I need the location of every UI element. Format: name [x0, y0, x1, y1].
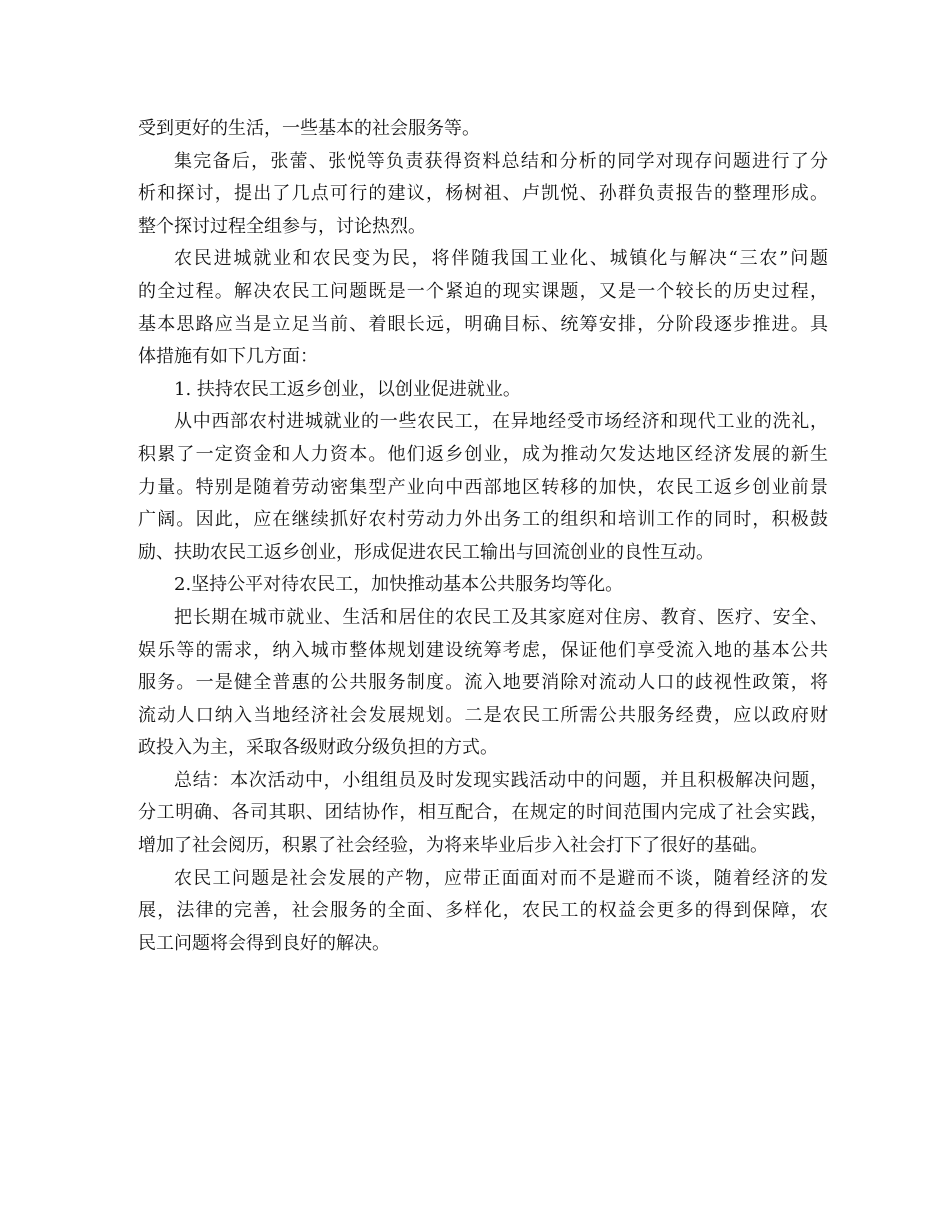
- text-line: 政投入为主，采取各级财政分级负担的方式。: [138, 737, 498, 759]
- text-line: 力量。特别是随着劳动密集型产业向中西部地区转移的加快，农民工返乡创业前景: [138, 476, 828, 498]
- document-body: [138, 113, 828, 960]
- text-line: 基本思路应当是立足当前、着眼长远，明确目标、统筹安排，分阶段逐步推进。具: [138, 313, 828, 335]
- text-line: 整个探讨过程全组参与，讨论热烈。: [138, 215, 426, 237]
- text-line: 体措施有如下几方面：: [138, 346, 318, 368]
- text-line: 增加了社会阅历，积累了社会经验，为将来毕业后步入社会打下了很好的基础。: [138, 835, 768, 857]
- text-line: 把长期在城市就业、生活和居住的农民工及其家庭对住房、教育、医疗、安全、: [174, 606, 828, 628]
- text-line: 娱乐等的需求，纳入城市整体规划建设统筹考虑，保证他们享受流入地的基本公共: [138, 639, 828, 661]
- text-line: 分工明确、各司其职、团结协作，相互配合，在规定的时间范围内完成了社会实践，: [138, 802, 828, 824]
- text-line: 受到更好的生活，一些基本的社会服务等。: [138, 118, 480, 139]
- text-line: 农民工问题是社会发展的产物，应带正面面对而不是避而不谈，随着经济的发: [174, 867, 828, 889]
- text-line: 从中西部农村进城就业的一些农民工，在异地经受市场经济和现代工业的洗礼，: [174, 411, 828, 433]
- text-line: 展，法律的完善，社会服务的全面、多样化，农民工的权益会更多的得到保障，农: [138, 900, 828, 922]
- text-line: 集完备后，张蕾、张悦等负责获得资料总结和分析的同学对现存问题进行了分: [174, 150, 828, 172]
- text-line: 析和探讨，提出了几点可行的建议，杨树祖、卢凯悦、孙群负责报告的整理形成。: [138, 183, 828, 205]
- text-line: 2.坚持公平对待农民工，加快推动基本公共服务均等化。: [174, 574, 624, 596]
- text-line: 1. 扶持农民工返乡创业，以创业促进就业。: [174, 378, 521, 400]
- text-line: 服务。一是健全普惠的公共服务制度。流入地要消除对流动人口的歧视性政策，将: [138, 672, 828, 694]
- text-line: 农民进城就业和农民变为民，将伴随我国工业化、城镇化与解决“三农”问题: [174, 248, 828, 270]
- text-line: 总结：本次活动中，小组组员及时发现实践活动中的问题，并且积极解决问题，: [174, 769, 828, 791]
- text-line: 广阔。因此，应在继续抓好农村劳动力外出务工的组织和培训工作的同时，积极鼓: [138, 509, 828, 531]
- text-line: 流动人口纳入当地经济社会发展规划。二是农民工所需公共服务经费，应以政府财: [138, 704, 828, 726]
- text-line: 积累了一定资金和人力资本。他们返乡创业，成为推动欠发达地区经济发展的新生: [138, 443, 828, 465]
- text-line: 的全过程。解决农民工问题既是一个紧迫的现实课题，又是一个较长的历史过程，: [138, 280, 828, 302]
- text-line: 励、扶助农民工返乡创业，形成促进农民工输出与回流创业的良性互动。: [138, 541, 714, 563]
- text-line: 民工问题将会得到良好的解决。: [138, 932, 390, 954]
